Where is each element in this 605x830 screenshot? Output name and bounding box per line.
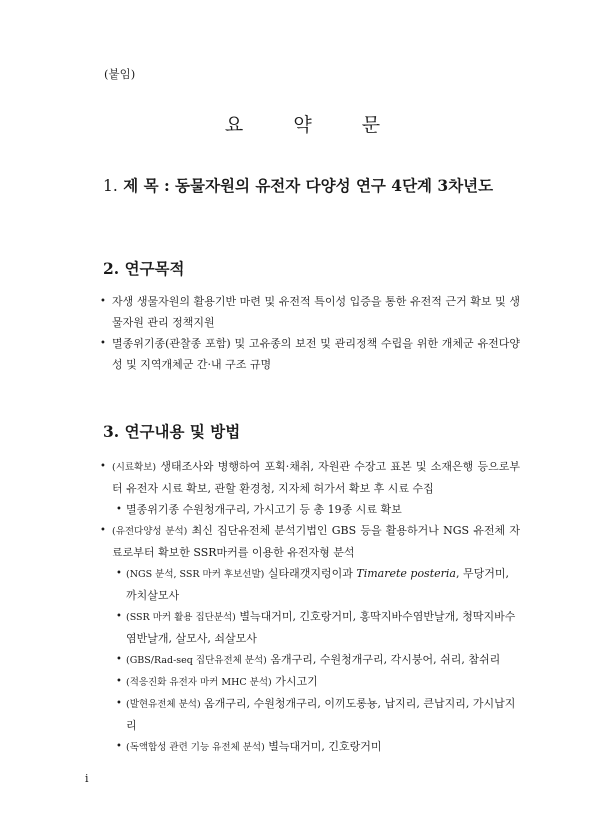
section-1-title (103, 174, 493, 196)
species-list: 옴개구리, 수원청개구리, 이끼도롱뇽, 납지리, 큰납지리, 가시납지리 (126, 697, 516, 732)
species-list: 별늑대거미, 긴호랑거미, 홍딱지바수염반날개, 청딱지바수염반날개, 살모사, 쇠살모사 (126, 610, 516, 645)
method-text: 생태조사와 병행하여 포획·채취, 자원관 수장고 표본 및 소재은행 등으로부터 유전자 시료 확보, 관할 환경청, 지자체 허가서 확보 후 시료 수집 (112, 460, 520, 495)
method-subbullet (100, 693, 520, 736)
method-subbullet (100, 736, 520, 758)
analysis-tag: (SSR 마커 활용 집단분석) (126, 612, 236, 623)
analysis-tag: (적응진화 유전자 마커 MHC 분석) (126, 677, 272, 688)
analysis-tag: (독액합성 관련 기능 유전체 분석) (126, 742, 265, 753)
species-list: 옴개구리, 수원청개구리, 각시붕어, 쉬리, 참쉬리 (266, 653, 501, 666)
method-subbullet (100, 649, 520, 671)
species-list: 실타래갯지렁이과 (264, 567, 357, 580)
method-subbullet (100, 671, 520, 693)
attachment-label: (붙임) (104, 67, 136, 81)
species-scientific-name: Timarete posteria (356, 567, 456, 580)
method-text: 최신 집단유전체 분석기법인 GBS 등을 활용하거나 NGS 유전체 자료로부터 확보한 SSR마커를 이용한 유전자형 분석 (112, 524, 520, 559)
section-1-label: 제 목 : 동물자원의 유전자 다양성 연구 4단계 3차년도 (123, 176, 494, 195)
section-3-heading: 3. 연구내용 및 방법 (103, 422, 241, 441)
method-bullet-diversity (100, 520, 520, 563)
method-tag: (유전다양성 분석) (112, 526, 188, 537)
analysis-tag: (GBS/Rad-seq 집단유전체 분석) (126, 655, 267, 666)
method-subbullet (100, 606, 520, 649)
purpose-bullet-1: • 자생 생물자원의 활용기반 마련 및 유전적 특이성 입증을 통한 유전적 근거 확보 및 생물자원 관리 정책지원 (100, 291, 520, 333)
page-number: i (85, 772, 89, 785)
method-tag: (시료확보) (112, 462, 157, 473)
method-subbullet (100, 563, 520, 606)
purpose-bullet-2: • 멸종위기종(관찰종 포함) 및 고유종의 보전 및 관리정책 수립을 위한 개체군 유전다양성 및 지역개체군 간·내 구조 규명 (100, 333, 520, 375)
species-list-tail: , 무당거미, 까치살모사 (126, 567, 509, 602)
analysis-tag: (발현유전체 분석) (126, 699, 201, 710)
analysis-tag: (NGS 분석, SSR 마커 후보선발) (126, 569, 265, 580)
method-bullet-sample (100, 456, 520, 499)
section-2-heading: 2. 연구목적 (103, 259, 185, 278)
section-2-body (100, 291, 520, 375)
section-3-body (100, 456, 520, 758)
species-list: 별늑대거미, 긴호랑거미 (264, 740, 382, 753)
species-list: 가시고기 (271, 675, 318, 688)
method-subbullet: • 멸종위기종 수원청개구리, 가시고기 등 총 19종 시료 확보 (100, 499, 520, 520)
section-1-number: 1. (103, 177, 118, 195)
document-title: 요 약 문 (224, 114, 403, 136)
